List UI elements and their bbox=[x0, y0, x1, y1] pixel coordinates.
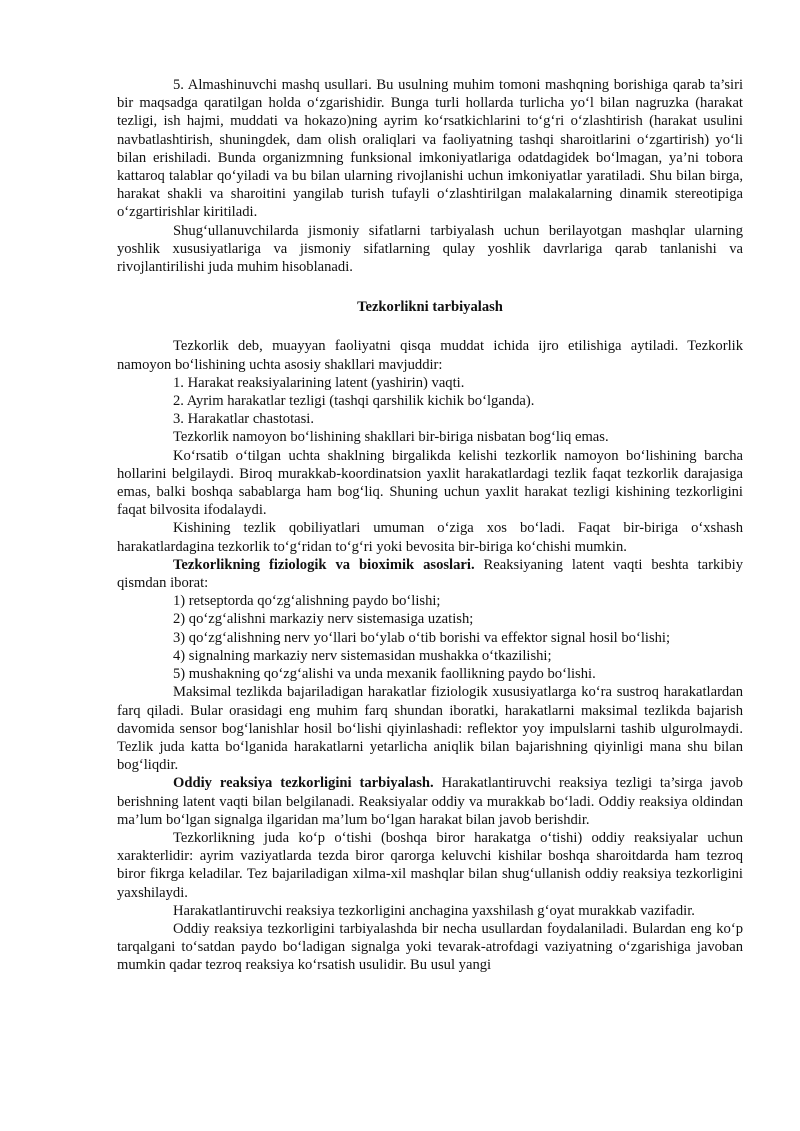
reaction-phases-list bbox=[117, 592, 743, 683]
paragraph-training-methods: Oddiy reaksiya tezkorligini tarbiyalashda bir necha usullardan foydalaniladi. Bulardan eng ko‘p tarqalgani to‘satdan paydo bo‘ladigan signalga yoki tevarak-atrofdagi vaziyatning o‘zgarishiga javoban mumkin qadar tezroq reaksiya ko‘rsatish usulidir. Bu usul yangi bbox=[117, 920, 743, 974]
paragraph-speed-abilities: Kishining tezlik qobiliyatlari umuman o‘ziga xos bo‘ladi. Faqat bir-biriga o‘xshash harakatlardagina tezkorlik to‘g‘ridan to‘g‘ri yoki bevosita bir-biriga ko‘chishi mumkin. bbox=[117, 520, 743, 555]
list-item: 3) qo‘zg‘alishning nerv yo‘llari bo‘ylab o‘tib borishi va effektor signal hosil bo‘lishi; bbox=[173, 629, 671, 646]
paragraph-maximal-speed: Maksimal tezlikda bajariladigan harakatlar fiziologik xususiyatlarga ko‘ra sustroq harakatlardan farq qiladi. Bular orasidagi eng muhim farq shundan iboratki, harakatlarni maksimal tezlikda bajarish davomida sensor bog‘lanishlar hosil bo‘lishi qiyinlashadi: reflektor yoy impulslarni tashib ulgurolmaydi. Tezlik juda katta bo‘lganida harakatlarni yetarlicha aniqlik bilan bajarishning qiyinligi mana shu bilan bog‘liqdir. bbox=[117, 684, 743, 774]
paragraph-physiology bbox=[117, 556, 743, 592]
list-item: 5) mushakning qo‘zg‘alishi va unda mexanik faollikning paydo bo‘lishi. bbox=[173, 666, 596, 683]
simple-reaction-text: Harakatlantiruvchi reaksiya tezligi ta’sirga javob berishning latent vaqti bilan belgilanadi. Reaksiyalar oddiy va murakkab bo‘ladi. Oddiy reaksiya oldindan ma’lum bo‘lgan signalga ilgaridan ma’lum bo‘lgan harakat bilan javob berishdir. bbox=[117, 775, 743, 828]
list-item: 2. Ayrim harakatlar tezligi (tashqi qarshilik kichik bo‘lganda). bbox=[173, 393, 535, 410]
paragraph-improvement-difficulty: Harakatlantiruvchi reaksiya tezkorligini anchagina yaxshilash g‘oyat murakkab vazifadir. bbox=[173, 902, 695, 919]
paragraph-speed-definition: Tezkorlik deb, muayyan faoliyatni qisqa muddat ichida ijro etilishiga aytiladi. Tezkorlik namoyon bo‘lishining uchta asosiy shakllari mavjuddir: bbox=[117, 338, 743, 373]
paragraph-speed-transfer: Tezkorlikning juda ko‘p o‘tishi (boshqa biror harakatga o‘tishi) oddiy reaksiyalar uchun xarakterlidir: ayrim vaziyatlarda tezda biror qarorga keluvchi kishilar boshqa sharoitdarda ham tezroq biror fikrga keladilar. Tez bajariladigan xilma-xil mashqlar bilan shug‘ullanish oddiy reaksiya tezkorligini yaxshilaydi. bbox=[117, 829, 743, 901]
list-item: 4) signalning markaziy nerv sistemasidan mushakka o‘tkazilishi; bbox=[173, 647, 552, 664]
paragraph-age-features: Shug‘ullanuvchilarda jismoniy sifatlarni tarbiyalash uchun berilayotgan mashqlar ularning yoshlik xususiyatlariga va jismoniy sifatlarning qulay yoshlik davrlariga qarab tanlanishi va rivojlantirilishi juda muhim hisoblanadi. bbox=[117, 222, 743, 276]
paragraph-alternating-method: 5. Almashinuvchi mashq usullari. Bu usulning muhim tomoni mashqning borishiga qarab ta’siri bir maqsadga qaratilgan holda o‘zgarishidir. Bunga turli hollarda turlicha yo‘l bilan nagruzka (harakat tezligi, ish hajmi, muddati va hokazo)ning ayrim ko‘rsatkichlarini to‘g‘ri o‘zlashtirish (harakat usulini navbatlashtirish, shuningdek, dam olish oraliqlari va faoliyatning tashqi sharoitlarini o‘zgartirish) yo‘li bilan erishiladi. Bunda organizmning funksional imkoniyatlariga odatdagidek bo‘lmagan, ya’ni tobora kattaroq talablar qo‘yiladi va bu bilan ularning rivojlanishi uchun imkoniyatlar yaratiladi. Shu bilan birga, harakat shakli va sharoitini yangilab turish tufayli o‘zlashtirilgan malakalarning dinamik stereotipiga o‘zgartirishlar kiritiladi. bbox=[117, 77, 743, 221]
list-item: 1) retseptorda qo‘zg‘alishning paydo bo‘lishi; bbox=[173, 593, 441, 610]
speed-forms-list bbox=[117, 374, 743, 429]
section-heading: Tezkorlikni tarbiyalash bbox=[357, 299, 503, 316]
document-page bbox=[117, 76, 743, 975]
physiology-text: Reaksiyaning latent vaqti beshta tarkibiy qismdan iborat: bbox=[117, 556, 743, 592]
list-item: 1. Harakat reaksiyalarining latent (yashirin) vaqti. bbox=[173, 374, 465, 391]
physiology-lead: Tezkorlikning fiziologik va bioximik asoslari. bbox=[173, 556, 475, 573]
paragraph-simple-reaction bbox=[117, 774, 743, 829]
list-item: 3. Harakatlar chastotasi. bbox=[173, 411, 315, 428]
list-item: 2) qo‘zg‘alishni markaziy nerv sistemasiga uzatish; bbox=[173, 611, 474, 628]
paragraph-combined-forms: Ko‘rsatib o‘tilgan uchta shaklning birgalikda kelishi tezkorlik namoyon bo‘lishining barcha hollarini belgilaydi. Biroq murakkab-koordinatsion yaxlit harakatlardagi tezlik faqat tezkorlik darajasiga emas, balki boshqa sabablarga ham bog‘liq. Shuning uchun yaxlit harakat tezligi kishining tezkorligini faqat bilvosita ifodalaydi. bbox=[117, 447, 743, 519]
simple-reaction-lead: Oddiy reaksiya tezkorligini tarbiyalash. bbox=[173, 775, 434, 792]
paragraph-forms-independence: Tezkorlik namoyon bo‘lishining shakllari bir-biriga nisbatan bog‘liq emas. bbox=[173, 429, 609, 446]
